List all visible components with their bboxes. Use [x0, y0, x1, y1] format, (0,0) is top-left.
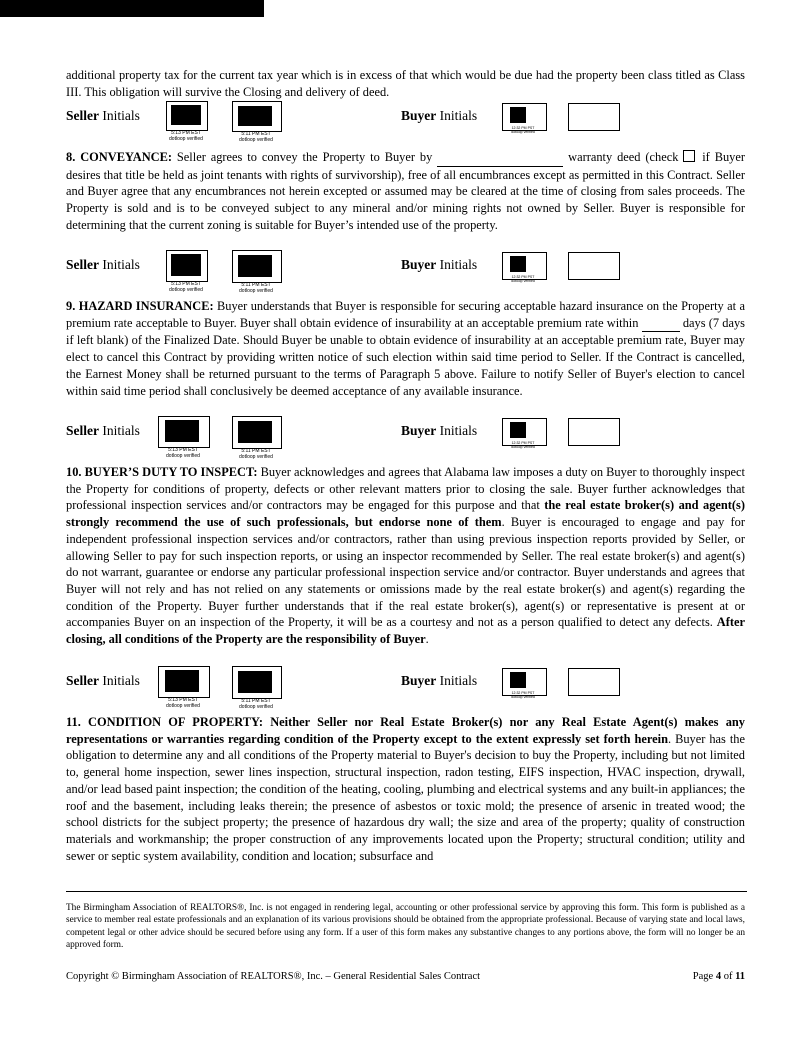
seller-initials-box-2[interactable] [232, 250, 282, 283]
stamp-verified: dotloop verified [169, 287, 203, 293]
page-number: Page 4 of 11 [692, 971, 745, 982]
redaction-bar [0, 0, 264, 17]
buyer-label: Buyer [401, 423, 437, 438]
disclaimer: The Birmingham Association of REALTORS®, Inc. is not engaged in rendering legal, accounting or other professional service by approving this form. This form is published as a service to member real estate professionals and an explanation of its various provisions should be obtained from the appropriate professional. Because of varying state and local laws, competent legal or other advice should be secured before using any form. If a user of this form makes any substantive changes to any portions above, the form will no longer be an approved form. [66, 903, 745, 950]
buyer-initials-box-2[interactable] [568, 668, 620, 696]
seller-label: Seller [66, 423, 99, 438]
seller-initials-box-2[interactable] [232, 416, 282, 449]
initials-row-4 [66, 669, 745, 709]
stamp-time: 5:13 PM EST [168, 447, 198, 453]
seller-label: Seller [66, 108, 99, 123]
s8-text-b: warranty deed (check [563, 150, 684, 164]
stamp-verified: dotloop verified [239, 137, 273, 143]
stamp-verified: dotloop verified [239, 704, 273, 710]
seller-initials-box-1[interactable] [166, 250, 208, 282]
seller-label: Seller [66, 257, 99, 272]
s10-text-a: Buyer acknowledges and agrees that Alabama law imposes a duty on Buyer to thoroughly inspect the Property for conditions of property, defects or other relevant matters prior to closing the sale. Buyer further acknowledges that professional inspection services and/or contractors may be engaged for this purpose and that [66, 465, 745, 513]
stamp-time: 12:32 PM PST [511, 275, 535, 279]
buyer-label: Buyer [401, 108, 437, 123]
stamp-time: 5:13 PM EST [168, 697, 198, 703]
section-11 [66, 714, 745, 864]
s11-title: 11. CONDITION OF PROPERTY: Neither Seller nor Real Estate Broker(s) nor any Real Estate Agent(s) makes any representations or warranties regarding condition of the Property except to the extent expressly set forth herein [66, 715, 745, 746]
stamp-verified: dotloop verified [239, 288, 273, 294]
s8-text-c: if Buyer desires that title be held as joint tenants with rights of survivorship), free of all encumbrances except as permitted in this Contract. Seller and Buyer agree that any encumbrances not herein excepted or assumed may be cleared at the time of closing from sales proceeds. The Property is sold and is to be conveyed subject to any mineral and/or mining rights not owned by Seller. Buyer is responsible for determining that the current zoning is suitable for Buyer’s intended use of the property. [66, 150, 745, 232]
initials-word: Initials [439, 108, 478, 123]
initials-row-1 [66, 104, 745, 144]
buyer-initials-box-2[interactable] [568, 103, 620, 131]
stamp-verified: dotloop verified [511, 130, 535, 134]
footer-divider [66, 891, 747, 892]
initials-word: Initials [102, 257, 140, 272]
s11-text: . Buyer has the obligation to determine any and all conditions of the Property material to Buyer's decision to buy the Property, including but not limited to, general home inspection, sewer lines inspection, structural inspection, radon testing, EIFS inspection, HVAC inspection, drywall, and/or lead based paint inspection; the condition of the heating, cooling, plumbing and electrical systems and any built-in appliances; the roof and the basement, including leaks therein; the presence of asbestos or toxic mold; the presence of arsenic in treated wood; the school districts for the subject property; the presence of hazardous dry wall; the size and area of the property; quality of construction materials and workmanship; the proper construction of any improvements located upon the Property; structural condition; utility and sewer or septic system availability, condition and location; subsurface and [66, 731, 745, 863]
stamp-verified: dotloop verified [239, 454, 273, 460]
seller-initials-box-1[interactable] [166, 101, 208, 131]
initials-word: Initials [439, 423, 478, 438]
intro-text: additional property tax for the current tax year which is in excess of that which would be due had the property been class titled as Class III. This obligation will survive the Closing and delivery of deed. [66, 68, 745, 99]
s10-text-b: . Buyer is encouraged to engage and pay for independent professional inspection services and/or contractors, rather than using previous inspection reports provided by Seller, or allowing Seller to pay for such inspection reports, or using an inspector recommended by Seller. The real estate broker(s) and agent(s) do not warrant, guarantee or endorse any particular professional inspection service and/or contractor. Buyer understands and agrees that Buyer will not rely and has not relied on any statements or omissions made by the real estate broker(s) and agent(s) regarding the condition of the Property. Buyer further understands that if the real estate broker(s), agent(s) or representative is present at or accompanies Buyer on an inspection of the Property, it will be as a courtesy and not as a person qualified to detect any defects. [66, 515, 746, 630]
copyright-text: Copyright © Birmingham Association of REALTORS®, Inc. – General Residential Sales Contract [66, 971, 481, 982]
stamp-time: 5:13 PM EST [171, 281, 201, 287]
buyer-label: Buyer [401, 673, 437, 688]
initials-row-2 [66, 253, 745, 293]
stamp-time: 5:11 PM EST [241, 131, 271, 137]
s10-title: 10. BUYER’S DUTY TO INSPECT: [66, 465, 258, 479]
footer [66, 971, 745, 982]
s10-text-c: . [425, 632, 429, 647]
initials-word: Initials [439, 673, 478, 688]
section-8 [66, 149, 745, 234]
initials-word: Initials [439, 257, 478, 272]
s8-title: 8. CONVEYANCE: [66, 150, 172, 164]
stamp-verified: dotloop verified [511, 695, 535, 699]
stamp-verified: dotloop verified [169, 136, 203, 142]
s10-bold-a: the real estate broker(s) and agent(s) strongly recommend the use of such professionals, but endorse none of them [66, 498, 745, 530]
seller-initials-box-1[interactable] [158, 416, 210, 448]
initials-word: Initials [102, 423, 140, 438]
s9-text-b: days (7 days if left blank) of the Finalized Date. Should Buyer be unable to obtain evidence of insurability at an acceptable premium rate, Buyer may elect to cancel this Contract by providing written notice of such election within said time period to Seller. If the Contract is cancelled, the Earnest Money shall be returned pursuant to the terms of Paragraph 5 above. Failure to notify Seller of Buyer's election to cancel within said time period shall conclusively be deemed acceptance of any available insurance. [66, 315, 746, 398]
stamp-time: 5:13 PM EST [171, 130, 201, 136]
initials-word: Initials [102, 108, 140, 123]
buyer-initials-box-2[interactable] [568, 252, 620, 280]
survivorship-checkbox[interactable] [683, 150, 695, 162]
stamp-verified: dotloop verified [511, 445, 535, 449]
stamp-time: 12:32 PM PST [511, 126, 535, 130]
stamp-time: 12:32 PM PST [511, 691, 535, 695]
section-9 [66, 298, 745, 399]
seller-initials-box-1[interactable] [158, 666, 210, 698]
stamp-verified: dotloop verified [511, 279, 535, 283]
s10-bold-b: After closing, all conditions of the Property are the responsibility of Buyer [66, 615, 745, 647]
stamp-time: 12:32 PM PST [511, 441, 535, 445]
stamp-time: 5:11 PM EST [241, 282, 271, 288]
buyer-label: Buyer [401, 257, 437, 272]
stamp-time: 5:11 PM EST [241, 698, 271, 704]
section-10 [66, 464, 745, 648]
stamp-verified: dotloop verified [166, 703, 200, 709]
s8-text-a: Seller agrees to convey the Property to Buyer by [172, 150, 438, 164]
intro-paragraph [66, 67, 745, 100]
initials-word: Initials [102, 673, 140, 688]
seller-label: Seller [66, 673, 99, 688]
s9-text-a: Buyer understands that Buyer is responsible for securing acceptable hazard insurance on the Property at a premium rate acceptable to Buyer. Buyer shall obtain evidence of insurability at an acceptable premium rate within [66, 299, 746, 330]
seller-initials-box-2[interactable] [232, 101, 282, 132]
deed-type-blank[interactable] [437, 149, 563, 167]
seller-initials-box-2[interactable] [232, 666, 282, 699]
initials-row-3 [66, 419, 745, 459]
buyer-initials-box-2[interactable] [568, 418, 620, 446]
stamp-time: 5:11 PM EST [241, 448, 271, 454]
insurance-days-blank[interactable] [642, 315, 680, 333]
stamp-verified: dotloop verified [166, 453, 200, 459]
s9-title: 9. HAZARD INSURANCE: [66, 299, 214, 313]
